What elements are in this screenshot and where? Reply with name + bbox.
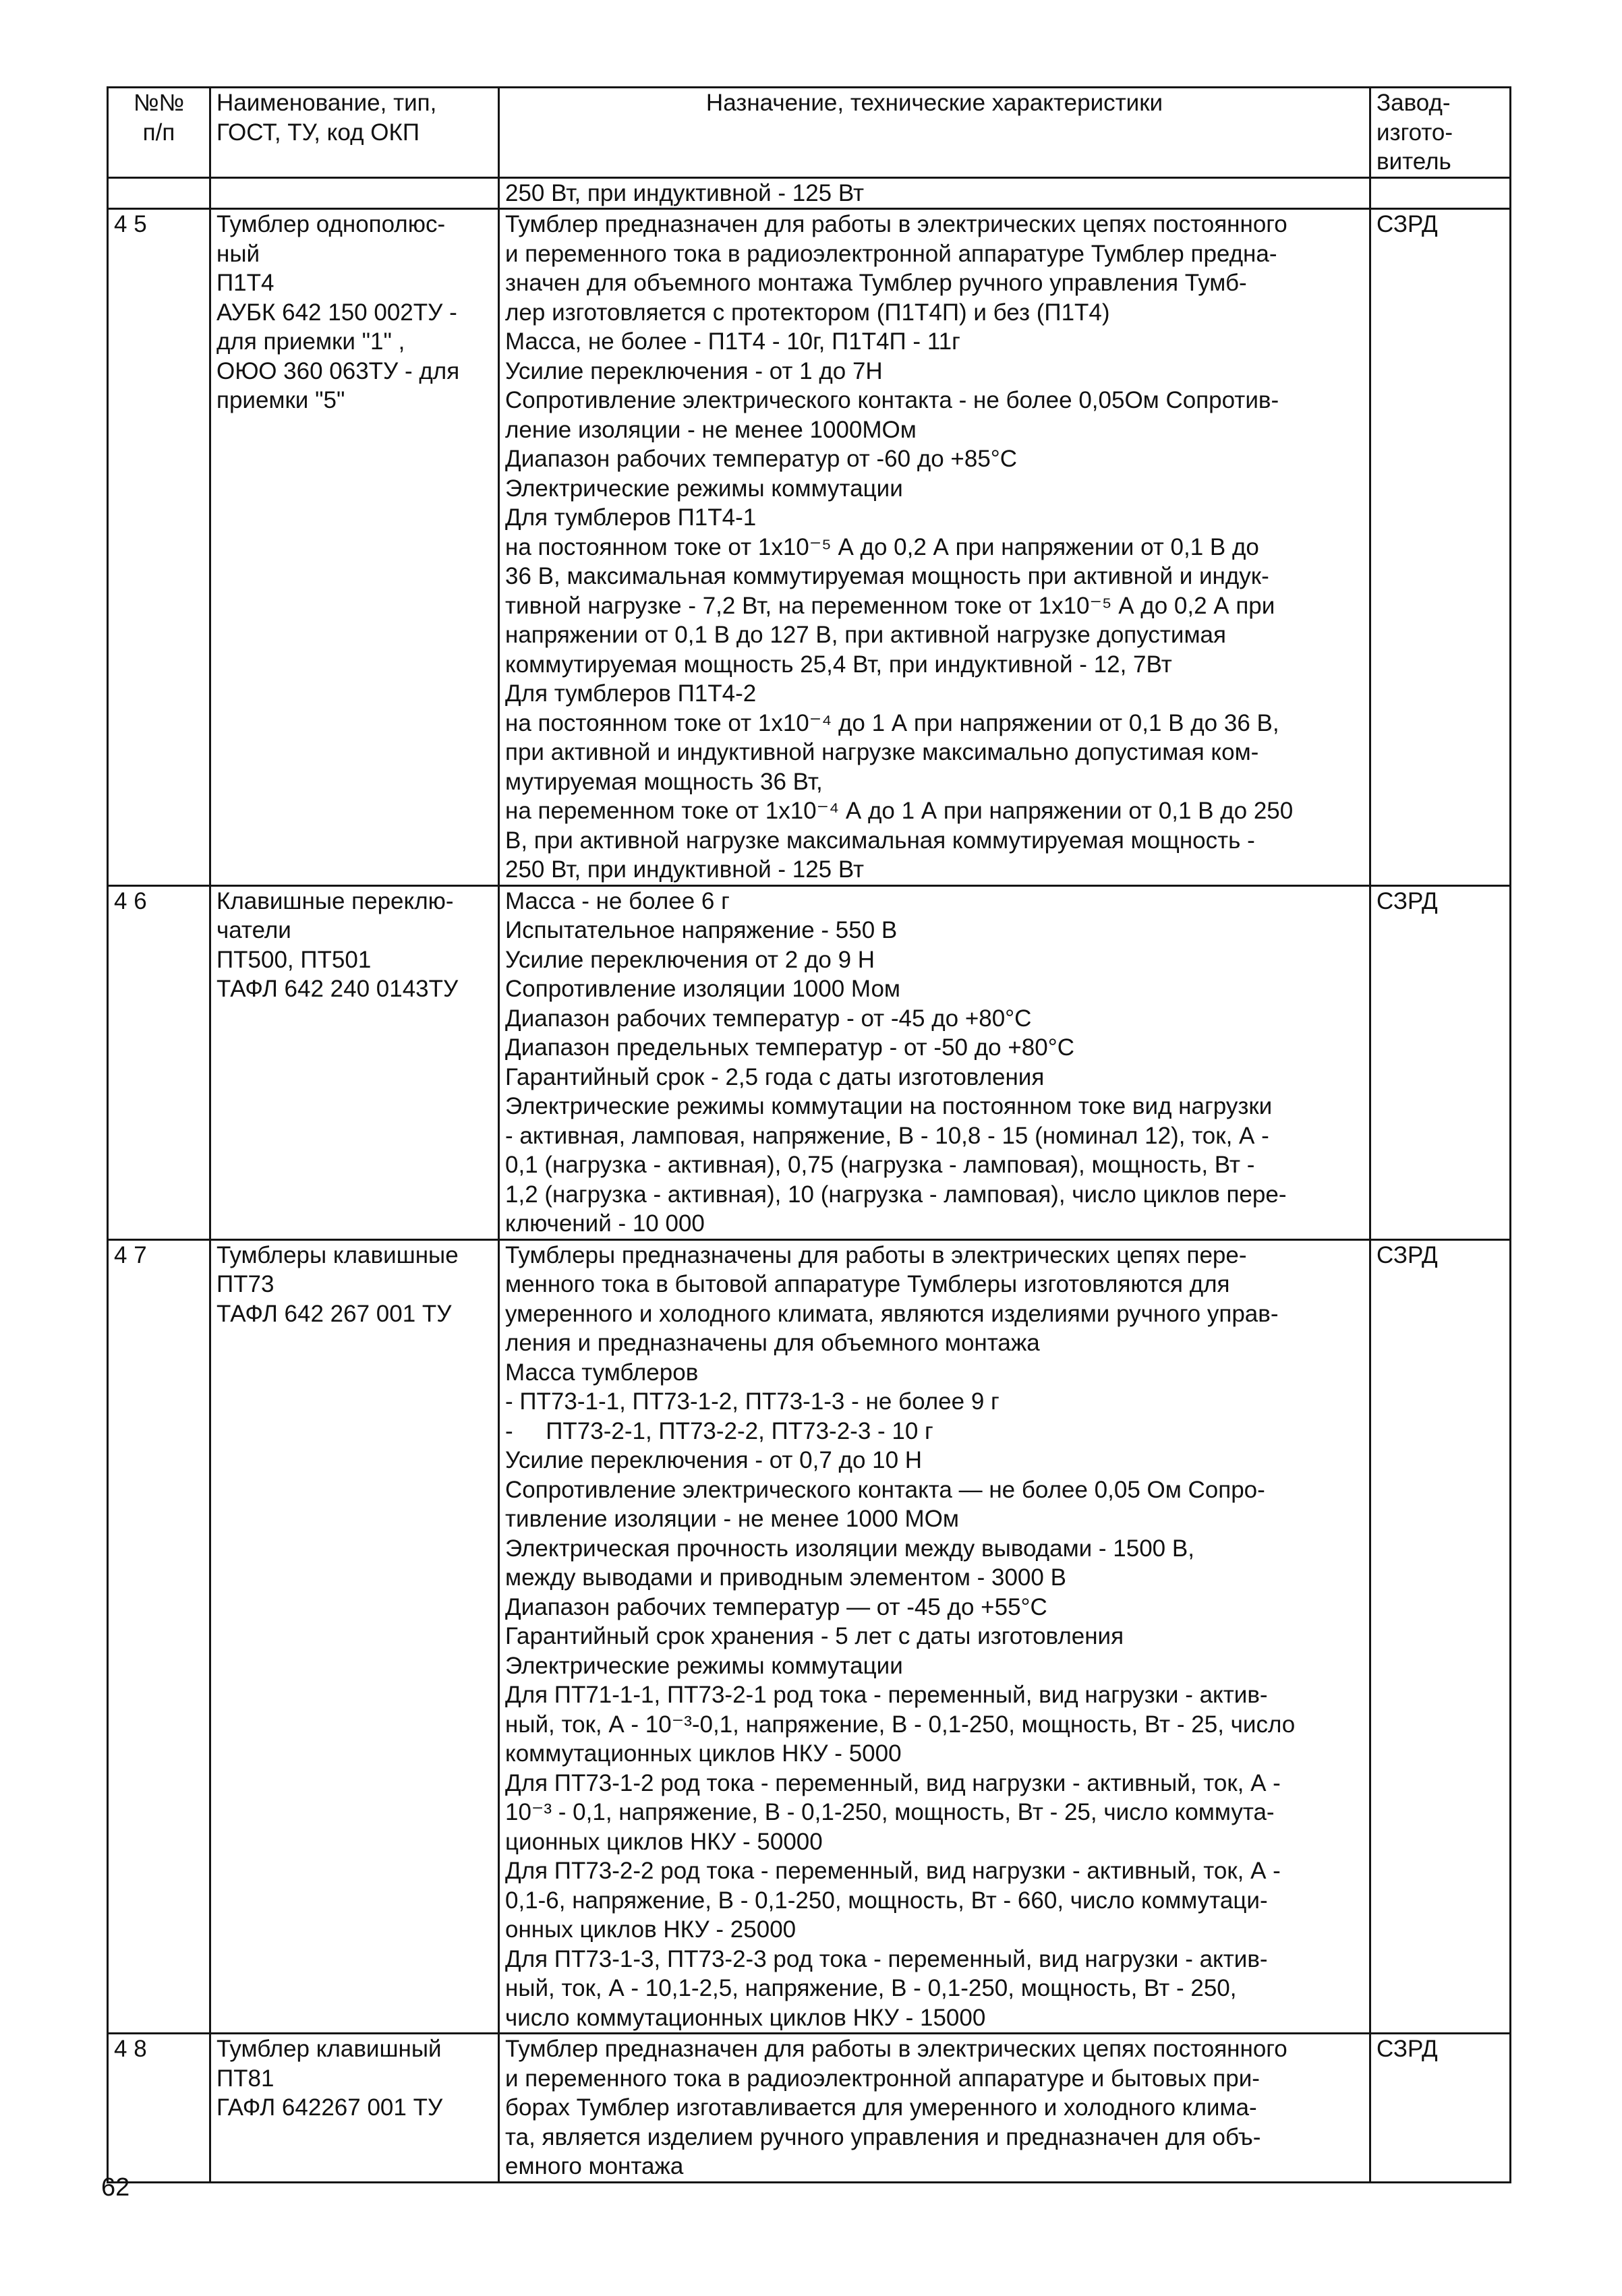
specification-table	[107, 86, 1511, 2183]
row-description-line: тивление изоляции - не менее 1000 МОм	[505, 1506, 959, 1532]
row-description-line: ление изоляции - не менее 1000МОм	[505, 416, 917, 443]
header-manufacturer	[1370, 88, 1511, 178]
table-row	[108, 209, 1511, 886]
row-description-line: тивной нагрузке - 7,2 Вт, на переменном токе от 1x10⁻⁵ А до 0,2 А при	[505, 592, 1275, 619]
carry-name-cell	[210, 177, 499, 209]
row-description-line: - ПТ73-1-1, ПТ73-1-2, ПТ73-1-3 - не более 9 г	[505, 1388, 1000, 1415]
row-description-line: Тумблер предназначен для работы в электрических цепях постоянного	[505, 2036, 1287, 2062]
row-description-line: 250 Вт, при индуктивной - 125 Вт	[505, 856, 865, 883]
row-description-line: число коммутационных циклов НКУ - 15000	[505, 2004, 986, 2031]
header-number	[108, 88, 210, 178]
row-name-line: АУБК 642 150 002ТУ -	[216, 299, 457, 326]
table-body	[108, 177, 1511, 2182]
row-description-line: 36 В, максимальная коммутируемая мощность при активной и индук-	[505, 563, 1269, 589]
row-description-line: Для ПТ73-1-2 род тока - переменный, вид нагрузки - активный, ток, А -	[505, 1769, 1281, 1796]
row-description-line: Диапазон рабочих температур - от -45 до +80°С	[505, 1005, 1032, 1032]
row-name-cell	[210, 2034, 499, 2183]
table-row	[108, 1239, 1511, 2034]
row-description-line: мутируемая мощность 36 Вт,	[505, 768, 823, 795]
row-manufacturer-cell	[1370, 885, 1511, 1239]
row-number-cell	[108, 2034, 210, 2183]
row-description-line: Сопротивление электрического контакта - не более 0,05Ом Сопротив-	[505, 387, 1279, 413]
row-description-line: Для ПТ73-2-2 род тока - переменный, вид нагрузки - активный, ток, А -	[505, 1858, 1281, 1884]
row-name-line: Тумблер клавишный	[216, 2036, 442, 2062]
row-description-line: - ПТ73-2-1, ПТ73-2-2, ПТ73-2-3 - 10 г	[505, 1417, 933, 1444]
table-row	[108, 2034, 1511, 2183]
header-name-line: ГОСТ, ТУ, код ОКП	[216, 119, 420, 146]
table-header-row	[108, 88, 1511, 178]
row-name-line: П1Т4	[216, 270, 274, 296]
row-description-line: Гарантийный срок - 2,5 года с даты изготовления	[505, 1063, 1045, 1090]
carry-description-cell	[499, 177, 1370, 209]
row-description-cell	[499, 1239, 1370, 2034]
row-name-line: ПТ500, ПТ501	[216, 946, 372, 973]
row-description-line: Усилие переключения от 2 до 9 Н	[505, 946, 875, 973]
row-number-cell	[108, 885, 210, 1239]
header-description-line: Назначение, технические характеристики	[705, 90, 1163, 116]
header-manufacturer-line: витель	[1377, 148, 1451, 175]
row-name-line: ОЮО 360 063ТУ - для	[216, 357, 460, 384]
row-description-line: борах Тумблер изготавливается для умеренного и холодного клима-	[505, 2094, 1257, 2121]
row-manufacturer-cell	[1370, 209, 1511, 886]
row-manufacturer: СЗРД	[1377, 2036, 1438, 2062]
row-description-line: и переменного тока в радиоэлектронной аппаратуре Тумблер предна-	[505, 240, 1277, 267]
row-name-line: ПТ81	[216, 2065, 274, 2092]
row-name-cell	[210, 209, 499, 886]
row-manufacturer-cell	[1370, 1239, 1511, 2034]
row-description-line: онных циклов НКУ - 25000	[505, 1916, 796, 1943]
row-name-line: для приемки "1" ,	[216, 328, 405, 355]
row-description-line: Диапазон предельных температур - от -50 до +80°С	[505, 1034, 1074, 1061]
row-description-line: 0,1-6, напряжение, В - 0,1-250, мощность, Вт - 660, число коммутаци-	[505, 1887, 1268, 1914]
row-number-cell	[108, 209, 210, 886]
header-number-line: п/п	[142, 119, 175, 146]
header-name	[210, 88, 499, 178]
row-description-line: Гарантийный срок хранения - 5 лет с даты изготовления	[505, 1623, 1124, 1649]
row-description-line: В, при активной нагрузке максимальная коммутируемая мощность -	[505, 827, 1255, 854]
header-description	[499, 88, 1370, 178]
row-description-line: - активная, ламповая, напряжение, В - 10,8 - 15 (номинал 12), ток, А -	[505, 1122, 1269, 1149]
row-description-line: Для ПТ71-1-1, ПТ73-2-1 род тока - переменный, вид нагрузки - актив-	[505, 1682, 1268, 1708]
row-description-line: Электрические режимы коммутации	[505, 1652, 903, 1679]
row-manufacturer: СЗРД	[1377, 887, 1438, 914]
row-description-line: ключений - 10 000	[505, 1210, 705, 1237]
header-manufacturer-line: Завод-	[1377, 90, 1451, 116]
row-name-line: ный	[216, 240, 260, 267]
row-description-line: Диапазон рабочих температур от -60 до +85°С	[505, 446, 1018, 472]
row-description-line: Масса тумблеров	[505, 1359, 699, 1386]
row-description-line: Усилие переключения - от 1 до 7Н	[505, 357, 883, 384]
row-description-line: Усилие переключения - от 0,7 до 10 Н	[505, 1447, 923, 1473]
header-manufacturer-line: изгото-	[1377, 119, 1453, 146]
header-name-line: Наименование, тип,	[216, 90, 437, 116]
row-description-line: Масса - не более 6 г	[505, 887, 730, 914]
row-description-line: Тумблеры предназначены для работы в электрических цепях пере-	[505, 1241, 1247, 1268]
row-name-line: Тумблер однополюс-	[216, 211, 446, 237]
row-description-cell	[499, 209, 1370, 886]
row-name-line: Клавишные переклю-	[216, 887, 454, 914]
row-description-line: Испытательное напряжение - 550 В	[505, 917, 898, 943]
row-description-line: и переменного тока в радиоэлектронной аппаратуре и бытовых при-	[505, 2065, 1260, 2092]
row-description-line: Диапазон рабочих температур — от -45 до +55°С	[505, 1593, 1047, 1620]
carry-manufacturer-cell	[1370, 177, 1511, 209]
row-name-cell	[210, 885, 499, 1239]
row-description-line: емного монтажа	[505, 2153, 684, 2179]
row-description-line: Электрическая прочность изоляции между выводами - 1500 В,	[505, 1535, 1194, 1562]
row-description-line: 1,2 (нагрузка - активная), 10 (нагрузка - ламповая), число циклов пере-	[505, 1181, 1287, 1208]
row-name-line: ТАФЛ 642 240 0143ТУ	[216, 976, 459, 1002]
row-name-line: ГАФЛ 642267 001 ТУ	[216, 2094, 443, 2121]
row-description-line: ный, ток, А - 10⁻³-0,1, напряжение, В - 0,1-250, мощность, Вт - 25, число	[505, 1711, 1296, 1738]
row-number: 4 7	[114, 1241, 147, 1268]
row-number: 4 5	[114, 211, 147, 237]
row-description-line: между выводами и приводным элементом - 3000 В	[505, 1564, 1066, 1591]
row-description-line: менного тока в бытовой аппаратуре Тумблеры изготовляются для	[505, 1271, 1230, 1297]
carry-over-row	[108, 177, 1511, 209]
row-name-cell	[210, 1239, 499, 2034]
row-name-line: чатели	[216, 917, 291, 943]
row-description-line: та, является изделием ручного управления и предназначен для объ-	[505, 2123, 1261, 2150]
row-description-line: на переменном токе от 1x10⁻⁴ А до 1 А при напряжении от 0,1 В до 250	[505, 798, 1294, 824]
row-description-line: Для тумблеров П1Т4-1	[505, 504, 757, 531]
row-description-line: 10⁻³ - 0,1, напряжение, В - 0,1-250, мощность, Вт - 25, число коммута-	[505, 1799, 1275, 1825]
row-description-line: 0,1 (нагрузка - активная), 0,75 (нагрузка - ламповая), мощность, Вт -	[505, 1152, 1255, 1178]
carry-description-text: 250 Вт, при индуктивной - 125 Вт	[505, 179, 865, 206]
carry-number-cell	[108, 177, 210, 209]
table-row	[108, 885, 1511, 1239]
row-description-line: Электрические режимы коммутации	[505, 475, 903, 502]
row-description-cell	[499, 885, 1370, 1239]
row-number-cell	[108, 1239, 210, 2034]
row-description-line: Электрические режимы коммутации на постоянном токе вид нагрузки	[505, 1093, 1273, 1119]
row-description-line: Сопротивление электрического контакта — не более 0,05 Ом Сопро-	[505, 1476, 1265, 1503]
row-description-line: Для тумблеров П1Т4-2	[505, 680, 757, 707]
row-description-line: коммутационных циклов НКУ - 5000	[505, 1740, 902, 1767]
row-description-line: Масса, не более - П1Т4 - 10г, П1Т4П - 11г	[505, 328, 960, 355]
row-description-line: умеренного и холодного климата, являются изделиями ручного управ-	[505, 1300, 1279, 1327]
row-manufacturer: СЗРД	[1377, 1241, 1438, 1268]
row-description-line: коммутируемая мощность 25,4 Вт, при индуктивной - 12, 7Вт	[505, 651, 1172, 678]
row-name-line: ТАФЛ 642 267 001 ТУ	[216, 1300, 452, 1327]
row-manufacturer: СЗРД	[1377, 211, 1438, 237]
row-name-line: приемки "5"	[216, 387, 345, 413]
row-description-line: Тумблер предназначен для работы в электрических цепях постоянного	[505, 211, 1287, 237]
row-description-line: ления и предназначены для объемного монтажа	[505, 1330, 1040, 1356]
row-name-line: ПТ73	[216, 1271, 274, 1297]
header-number-line: №№	[133, 90, 185, 116]
row-description-line: ционных циклов НКУ - 50000	[505, 1828, 823, 1855]
page-number: 62	[101, 2173, 130, 2202]
row-description-line: на постоянном токе от 1x10⁻⁴ до 1 А при напряжении от 0,1 В до 36 В,	[505, 709, 1279, 736]
row-description-line: напряжении от 0,1 В до 127 В, при активной нагрузке допустимая	[505, 622, 1226, 648]
row-description-line: при активной и индуктивной нагрузке максимально допустимая ком-	[505, 739, 1259, 765]
row-name-line: Тумблеры клавишные	[216, 1241, 459, 1268]
row-number: 4 6	[114, 887, 147, 914]
row-description-line: значен для объемного монтажа Тумблер ручного управления Тумб-	[505, 270, 1247, 296]
row-description-line: Для ПТ73-1-3, ПТ73-2-3 род тока - переменный, вид нагрузки - актив-	[505, 1945, 1268, 1972]
row-manufacturer-cell	[1370, 2034, 1511, 2183]
row-description-cell	[499, 2034, 1370, 2183]
row-number: 4 8	[114, 2036, 147, 2062]
row-description-line: Сопротивление изоляции 1000 Мом	[505, 976, 900, 1002]
row-description-line: лер изготовляется с протектором (П1Т4П) и без (П1Т4)	[505, 299, 1110, 326]
row-description-line: ный, ток, А - 10,1-2,5, напряжение, В - 0,1-250, мощность, Вт - 250,	[505, 1975, 1237, 2001]
row-description-line: на постоянном токе от 1x10⁻⁵ А до 0,2 А при напряжении от 0,1 В до	[505, 533, 1259, 560]
